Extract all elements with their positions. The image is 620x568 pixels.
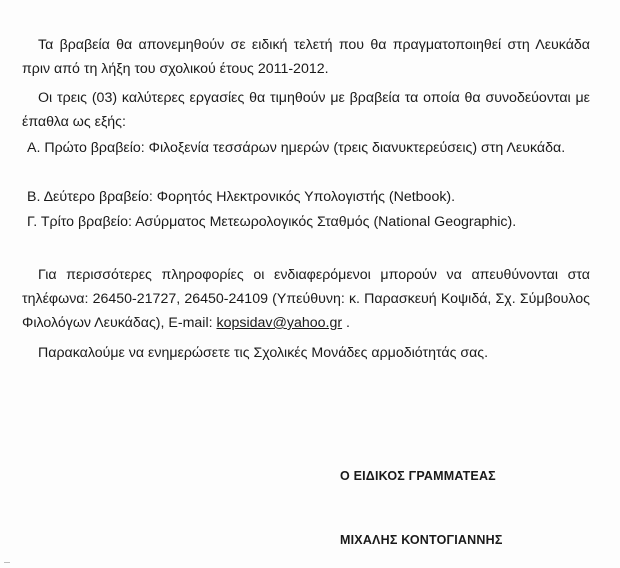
- paragraph-contact-info: [22, 263, 590, 335]
- paragraph-third-prize: Γ. Τρίτο βραβείο: Ασύρματος Μετεωρολογικός Σταθμός (National Geographic).: [27, 214, 517, 230]
- paragraph-ceremony: Τα βραβεία θα απονεμηθούν σε ειδική τελετή που θα πραγματοποιηθεί στη Λευκάδα πριν από τη λήξη του σχολικού έτους 2011-2012.: [22, 37, 590, 77]
- paragraph-second-prize: Β. Δεύτερο βραβείο: Φορητός Ηλεκτρονικός Υπολογιστής (Netbook).: [27, 189, 456, 205]
- paragraph-first-prize: Α. Πρώτο βραβείο: Φιλοξενία τεσσάρων ημερών (τρεις διανυκτερεύσεις) στη Λευκάδα.: [27, 140, 566, 156]
- paragraph-request: Παρακαλούμε να ενημερώσετε τις Σχολικές Μονάδες αρμοδιότητάς σας.: [38, 345, 489, 361]
- paragraph-prizes-intro: Οι τρεις (03) καλύτερες εργασίες θα τιμηθούν με βραβεία τα οποία θα συνοδεύονται με έπαθλα ως εξής:: [22, 90, 590, 130]
- contact-text: Για περισσότερες πληροφορίες οι ενδιαφερόμενοι μπορούν να απευθύνονται στα τηλέφωνα: 26450-21727, 26450-24109 (Υπεύθυνη: κ. Παρασκευή Κοψιδά, Σχ. Σύμβουλος Φιλολόγων Λευκάδας), E-mail:: [22, 267, 590, 331]
- scan-mark: [4, 562, 10, 563]
- email-link[interactable]: kopsidav@yahoo.gr: [216, 315, 343, 331]
- contact-text-end: .: [342, 315, 350, 331]
- signature-title: Ο ΕΙΔΙΚΟΣ ΓΡΑΜΜΑΤΕΑΣ: [340, 469, 496, 483]
- signature-name: ΜΙΧΑΛΗΣ ΚΟΝΤΟΓΙΑΝΝΗΣ: [340, 533, 503, 547]
